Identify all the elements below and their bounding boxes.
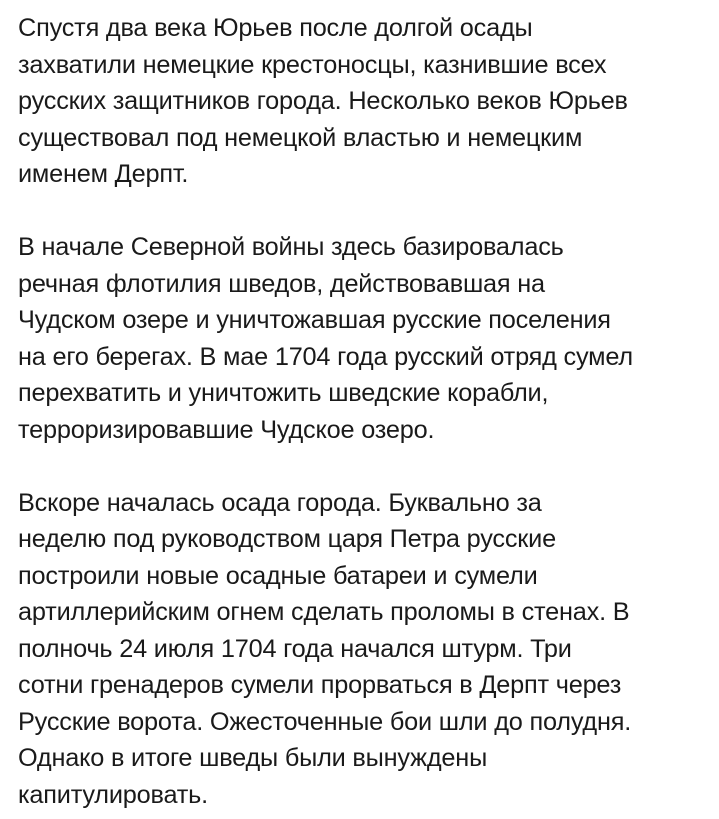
text-line: Спустя два века Юрьев после долгой осады — [18, 14, 533, 42]
text-line: терроризировавшие Чудское озеро. — [18, 415, 435, 444]
text-line: Вскоре началась осада города. Буквально за — [18, 488, 542, 517]
text-line: капитулировать. — [18, 780, 208, 809]
paragraph-3 — [18, 485, 708, 814]
text-line: русских защитников города. Несколько веков Юрьев — [18, 87, 628, 115]
text-line: Русские ворота. Ожесточенные бои шли до полудня. — [18, 707, 632, 736]
text-line: построили новые осадные батареи и сумели — [18, 561, 538, 590]
paragraph-spacer — [18, 193, 708, 230]
text-line: существовал под немецкой властью и немецким — [18, 123, 583, 152]
text-line: Однако в итоге шведы были вынуждены — [18, 744, 488, 772]
text-line: полночь 24 июля 1704 года начался штурм. Три — [18, 634, 572, 663]
article-text — [18, 10, 708, 813]
text-line: Чудском озере и уничтожавшая русские поселения — [18, 306, 611, 334]
paragraph-spacer — [18, 448, 708, 485]
text-line: сотни гренадеров сумели прорваться в Дерпт через — [18, 671, 622, 699]
text-line: артиллерийским огнем сделать проломы в стенах. В — [18, 598, 630, 626]
text-line: речная флотилия шведов, действовавшая на — [18, 269, 545, 298]
text-line: перехватить и уничтожить шведские корабли, — [18, 379, 549, 407]
paragraph-2 — [18, 229, 708, 448]
text-line: В начале Северной войны здесь базировалась — [18, 233, 564, 261]
text-line: на его берегах. В мае 1704 года русский отряд сумел — [18, 342, 633, 371]
paragraph-1 — [18, 10, 708, 193]
text-line: захватили немецкие крестоносцы, казнившие всех — [18, 50, 607, 79]
text-line: неделю под руководством царя Петра русские — [18, 525, 556, 553]
text-line: именем Дерпт. — [18, 160, 189, 188]
